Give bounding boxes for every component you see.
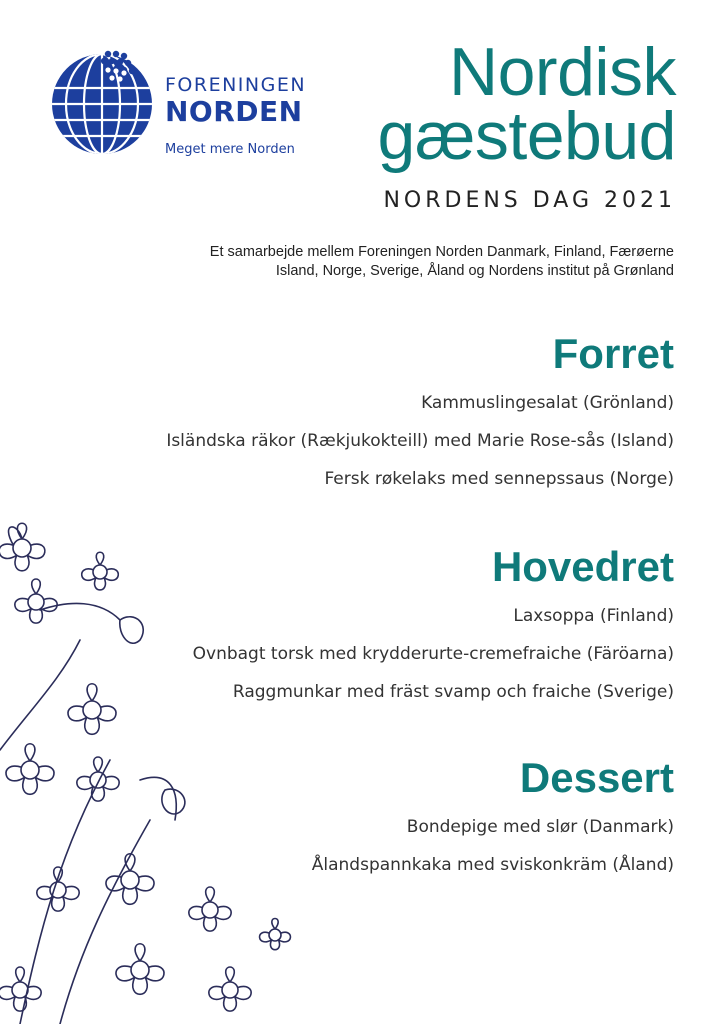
page-title — [377, 34, 676, 174]
menu-item: Kammuslingesalat (Grönland) — [421, 393, 674, 413]
logo-tagline: Meget mere Norden — [165, 142, 295, 157]
title-line-2: gæstebud — [377, 98, 676, 174]
menu-item: Ovnbagt torsk med krydderurte-cremefraiche (Färöarna) — [192, 644, 674, 664]
title-line-1: Nordisk — [449, 34, 676, 110]
collaboration-note — [210, 243, 674, 281]
menu-item: Fersk røkelaks med sennepssaus (Norge) — [324, 469, 674, 489]
page-subtitle: NORDENS DAG 2021 — [383, 188, 676, 213]
logo-text-norden: NORDEN — [165, 95, 303, 128]
section-heading-dessert: Dessert — [519, 754, 674, 801]
logo-text-foreningen: FORENINGEN — [165, 74, 307, 96]
foreningen-norden-logo — [48, 48, 328, 168]
section-dessert — [312, 752, 674, 884]
menu-item: Ålandspannkaka med sviskonkräm (Åland) — [311, 855, 674, 875]
collab-line-1: Et samarbejde mellem Foreningen Norden Danmark, Finland, Færøerne — [209, 244, 674, 260]
section-heading-hovedret: Hovedret — [491, 543, 674, 590]
globe-icon — [48, 48, 160, 156]
menu-item: Laxsoppa (Finland) — [513, 606, 674, 626]
section-hovedret — [193, 541, 674, 711]
menu-item: Raggmunkar med fräst svamp och fraiche (Sverige) — [232, 682, 674, 702]
collab-line-2: Island, Norge, Sverige, Åland og Nordens institut på Grønland — [275, 263, 674, 279]
menu-item: Bondepige med slør (Danmark) — [406, 817, 674, 837]
section-forret — [166, 328, 674, 498]
section-heading-forret: Forret — [552, 330, 674, 377]
menu-item: Isländska räkor (Rækjukokteill) med Marie Rose-sås (Island) — [166, 431, 674, 451]
